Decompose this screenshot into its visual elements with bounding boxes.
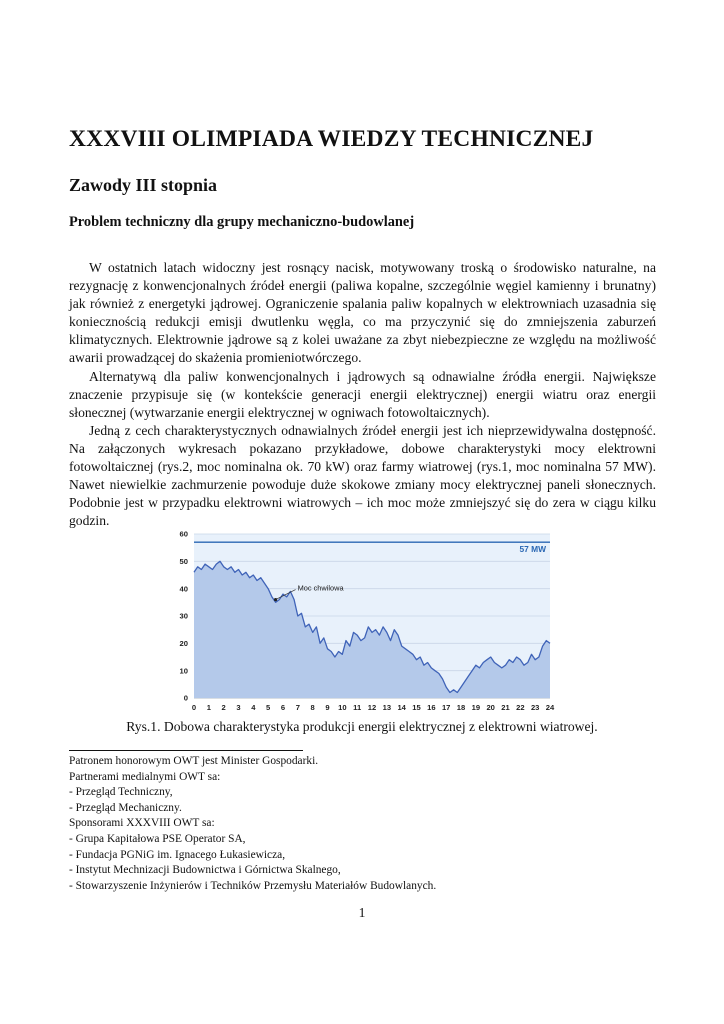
y-tick-label: 30 xyxy=(179,611,188,621)
footnote-line: - Stowarzyszenie Inżynierów i Techników Przemysłu Materiałów Budowlanych. xyxy=(69,879,437,892)
x-tick-label: 22 xyxy=(516,703,525,712)
annotation-marker xyxy=(274,598,277,601)
x-tick-label: 18 xyxy=(456,703,466,712)
annotation-label: Moc chwilowa xyxy=(297,583,344,593)
footnote-line: - Przegląd Techniczny, xyxy=(69,786,173,799)
footnote-line: - Grupa Kapitałowa PSE Operator SA, xyxy=(69,832,246,845)
section-heading: Problem techniczny dla grupy mechaniczno-budowlanej xyxy=(69,214,415,230)
x-tick-label: 23 xyxy=(530,703,540,712)
figure-caption: Rys.1. Dobowa charakterystyka produkcji energii elektrycznej z elektrowni wiatrowej. xyxy=(126,719,598,734)
footnote-line: - Przegląd Mechaniczny. xyxy=(69,801,182,814)
x-tick-label: 0 xyxy=(191,703,197,712)
x-tick-label: 16 xyxy=(427,703,436,712)
x-tick-label: 8 xyxy=(310,703,315,712)
footnote-line: Partnerami medialnymi OWT sa: xyxy=(69,770,221,783)
x-axis-ticks xyxy=(192,703,555,712)
x-tick-label: 2 xyxy=(221,703,226,712)
x-tick-label: 12 xyxy=(367,703,377,712)
x-tick-label: 17 xyxy=(441,703,451,712)
body-text xyxy=(69,259,656,530)
y-tick-label: 20 xyxy=(179,639,188,649)
footnote-line: - Fundacja PGNiG im. Ignacego Łukasiewicza, xyxy=(69,848,286,861)
y-tick-label: 40 xyxy=(179,584,188,594)
footnote-divider xyxy=(69,750,303,751)
x-tick-label: 5 xyxy=(266,703,271,712)
x-tick-label: 24 xyxy=(545,703,555,712)
x-tick-label: 9 xyxy=(325,703,330,712)
x-tick-label: 11 xyxy=(353,703,362,712)
paragraph-3: Jedną z cech charakterystycznych odnawialnych źródeł energii jest ich nieprzewidywalna dostępność. Na załączonych wykresach pokazano przykładowe, dobowe charakterystyki mocy elektrowni fotowoltaicznej (rys.2, moc nominalna ok. 70 kW) oraz farmy wiatrowej (rys.1, moc nominalna 57 MW). Nawet niewielkie zachmurzenie powoduje duże skokowe zmiany mocy elektrycznej paneli słonecznych. Podobnie jest w przypadku elektrowni wiatrowych – ich moc może zmniejszyć się do zera w ciągu kilku godzin. xyxy=(69,422,656,529)
y-axis-ticks xyxy=(180,530,188,703)
paragraph-2: Alternatywą dla paliw konwencjonalnych i jądrowych są odnawialne źródła energii. Największe znaczenie przypisuje się (w kontekście generacji energii elektrycznej) energii wiatru oraz energii słonecznej (wytwarzanie energii elektrycznej w ogniwach fotowoltaicznych). xyxy=(69,368,656,420)
paragraph-1: W ostatnich latach widoczny jest rosnący nacisk, motywowany troską o środowisko naturalne, na rezygnację z konwencjonalnych źródeł energii (paliwa kopalne, szczególnie węgiel kamienny i brunatny) jak również z energetyki jądrowej. Ograniczenie spalania paliw kopalnych w elektrowniach uzasadnia się koniecznością redukcji emisji dwutlenku węgla, co ma przyczynić się do zmniejszenia zaburzeń klimatycznych. Elektrownie jądrowe są z kolei uważane za zbyt niebezpieczne ze względu na możliwość awarii prowadzącej do skażenia promieniotwórczego. xyxy=(69,260,656,366)
x-tick-label: 14 xyxy=(397,703,406,712)
x-tick-label: 1 xyxy=(206,703,211,712)
x-tick-label: 20 xyxy=(486,703,495,712)
x-tick-label: 19 xyxy=(471,703,481,712)
y-tick-label: 0 xyxy=(183,693,188,703)
reference-line-label: 57 MW xyxy=(519,544,546,555)
x-tick-label: 15 xyxy=(412,703,421,712)
page-number: 1 xyxy=(358,905,366,920)
y-tick-label: 60 xyxy=(179,529,188,539)
x-tick-label: 3 xyxy=(236,703,241,712)
footnotes xyxy=(69,754,669,894)
footnote-line: Sponsorami XXXVIII OWT sa: xyxy=(69,817,215,830)
x-tick-label: 6 xyxy=(280,703,286,712)
wind-power-chart xyxy=(174,528,558,716)
footnote-line: - Instytut Mechnizacji Budownictwa i Górnictwa Skalnego, xyxy=(69,864,341,877)
x-tick-label: 21 xyxy=(501,703,510,712)
x-tick-label: 7 xyxy=(295,703,300,712)
x-tick-label: 13 xyxy=(382,703,392,712)
x-tick-label: 4 xyxy=(251,703,256,712)
y-tick-label: 10 xyxy=(179,666,188,676)
footnote-line: Patronem honorowym OWT jest Minister Gospodarki. xyxy=(69,755,319,767)
y-tick-label: 50 xyxy=(179,557,188,567)
document-subtitle: Zawody III stopnia xyxy=(69,175,218,195)
document-title: XXXVIII OLIMPIADA WIEDZY TECHNICZNEJ xyxy=(69,126,594,152)
x-tick-label: 10 xyxy=(338,703,347,712)
